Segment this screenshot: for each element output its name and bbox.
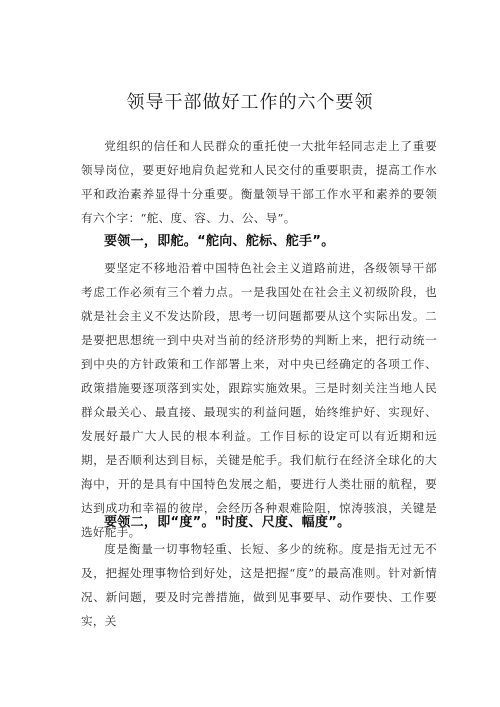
section-heading-1: 要领一，即舵。“舵向、舵标、舵手”。 xyxy=(104,234,335,249)
intro-paragraph: 党组织的信任和人民群众的重托使一大批年轻同志走上了重要领导岗位，要更好地肩负起党和人民交付的重要职责，提高工作水平和政治素养显得十分重要。衡量领导干部工作水平和素养的要领有六个字：“舵、度、容、力、公、导”。 xyxy=(81,139,437,225)
section-heading-2: 要领二，即“度”。"时度、尺度、幅度”。 xyxy=(104,515,351,530)
document-title: 领导干部做好工作的六个要领 xyxy=(126,92,374,113)
section-body-2: 度是衡量一切事物轻重、长短、多少的统称。度是指无过无不及，把握处理事物恰到好处，这是把握“度”的最高准则。针对新情况、新问题，要及时完善措施，做到见事要早、动作要快、工作要实，关 xyxy=(81,542,437,628)
section-body-1: 要坚定不移地沿着中国特色社会主义道路前进，各级领导干部考虑工作必须有三个着力点。一是我国处在社会主义初级阶段，也就是社会主义不发达阶段，思考一切问题都要从这个实际出发。二是要把思想统一到中央对当前的经济形势的判断上来，把行动统一到中央的方针政策和工作部署上来，对中央已经确定的各项工作、政策措施要逐项落到实处，跟踪实施效果。三是时刻关注当地人民群众最关心、最直接、最现实的利益问题，始终维护好、实现好、发展好最广大人民的根本利益。工作目标的设定可以有近期和远期，是否顺利达到目标，关键是舵手。我们航行在经济全球化的大海中，开的是具有中国特色发展之船，要进行人类壮丽的航程，要达到成功和幸福的彼岸，会经历各种艰难险阻，惊涛骇浪，关键是选好舵手。 xyxy=(81,261,437,539)
